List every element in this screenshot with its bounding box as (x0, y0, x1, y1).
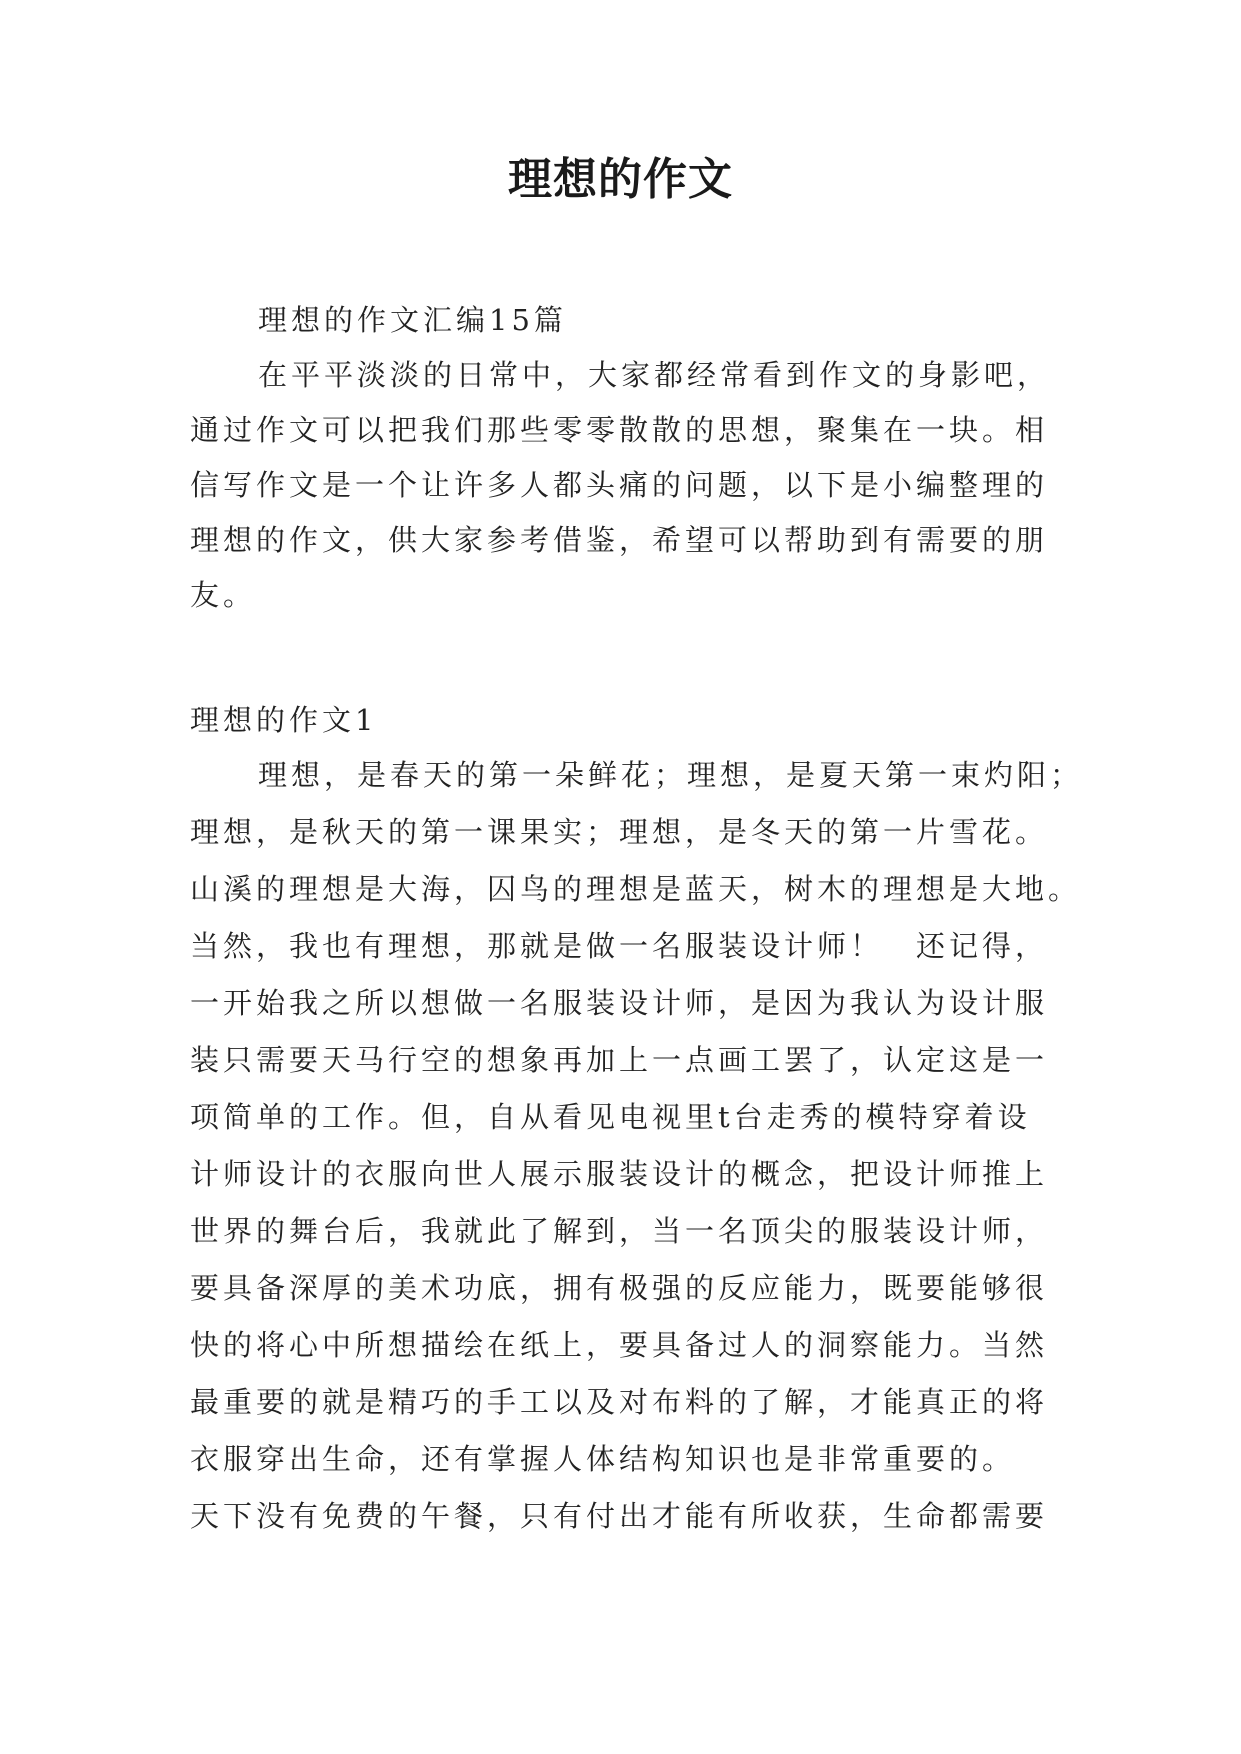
body-line: 世界的舞台后，我就此了解到，当一名顶尖的服装设计师， (190, 1214, 1049, 1248)
body-line: 一开始我之所以想做一名服装设计师，是因为我认为设计服 (190, 986, 1049, 1020)
body-line: 当然，我也有理想，那就是做一名服装设计师！ 还记得， (190, 929, 1049, 963)
intro-line: 友。 (190, 578, 257, 612)
body-line: 天下没有免费的午餐，只有付出才能有所收获，生命都需要 (190, 1499, 1049, 1533)
intro-line: 理想的作文，供大家参考借鉴，希望可以帮助到有需要的朋 (190, 523, 1049, 557)
intro-line: 在平平淡淡的日常中，大家都经常看到作文的身影吧， (258, 358, 1051, 392)
body-line: 理想，是春天的第一朵鲜花；理想，是夏天第一束灼阳； (258, 758, 1084, 792)
body-line: 最重要的就是精巧的手工以及对布料的了解，才能真正的将 (190, 1385, 1049, 1419)
intro-line: 信写作文是一个让许多人都头痛的问题，以下是小编整理的 (190, 468, 1049, 502)
intro-line: 通过作文可以把我们那些零零散散的思想，聚集在一块。相 (190, 413, 1049, 447)
body-line: 要具备深厚的美术功底，拥有极强的反应能力，既要能够很 (190, 1271, 1049, 1305)
body-line: 山溪的理想是大海，囚鸟的理想是蓝天，树木的理想是大地。 (190, 872, 1082, 906)
subtitle: 理想的作文汇编15篇 (258, 303, 567, 337)
body-line: 项简单的工作。但，自从看见电视里t台走秀的模特穿着设 (190, 1100, 1031, 1134)
body-line: 衣服穿出生命，还有掌握人体结构知识也是非常重要的。 (190, 1442, 1016, 1476)
body-line: 快的将心中所想描绘在纸上，要具备过人的洞察能力。当然 (190, 1328, 1049, 1362)
body-line: 装只需要天马行空的想象再加上一点画工罢了，认定这是一 (190, 1043, 1049, 1077)
body-line: 计师设计的衣服向世人展示服装设计的概念，把设计师推上 (190, 1157, 1049, 1191)
section-heading: 理想的作文1 (190, 703, 378, 737)
body-line: 理想，是秋天的第一课果实；理想，是冬天的第一片雪花。 (190, 815, 1049, 849)
document-title: 理想的作文 (508, 154, 733, 205)
